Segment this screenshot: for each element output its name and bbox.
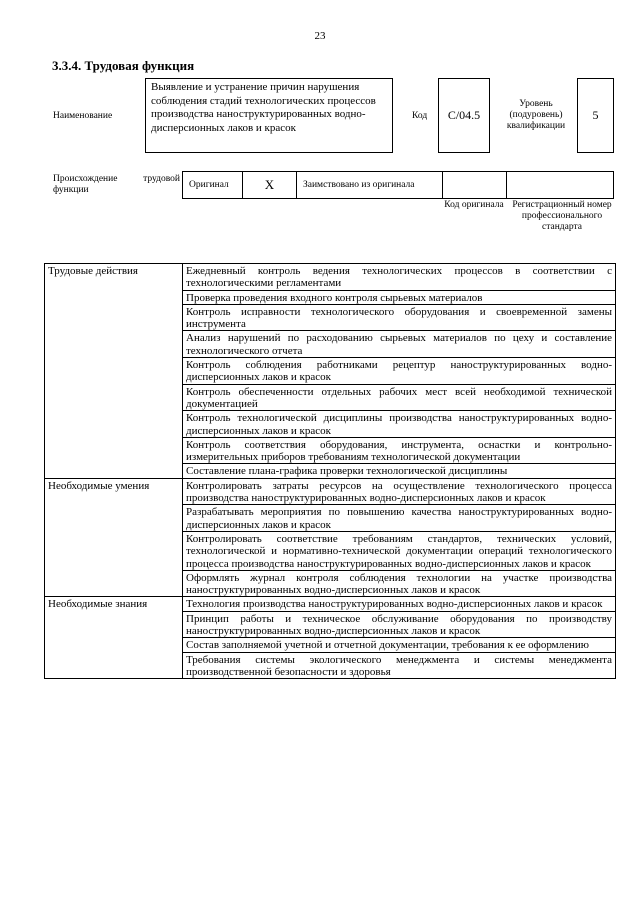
original-mark: X [264, 177, 275, 192]
table-item: Принцип работы и техническое обслуживание оборудования по производству наноструктурированных водно-дисперсионных лаков и красок [183, 611, 616, 638]
table-row [45, 264, 616, 291]
registration-number-caption: Регистрационный номер профессионального стандарта [512, 200, 612, 232]
table-item: Контролировать соответствие требованиям стандартов, технических условий, технологической и нормативно-технической документации операций технологического процесса производства наноструктурированных водно-дисперсионных лаков и красок [183, 531, 616, 570]
original-code-cell [442, 172, 506, 198]
code-label: Код [412, 111, 428, 121]
borrowed-cell [296, 172, 442, 198]
table-item: Требования системы экологического менеджмента и системы менеджмента производственной безопасности и здоровья [183, 652, 616, 679]
table-item: Контроль соответствия оборудования, инструмента, оснастки и контрольно-измерительных приборов требованиям технологической документации [183, 437, 616, 464]
qualification-level-label: Уровень (подуровень) квалификации [506, 99, 566, 131]
table-item: Оформлять журнал контроля соблюдения технологии на участке производства наноструктурированных водно-дисперсионных лаков и красок [183, 570, 616, 597]
table-item: Контроль технологической дисциплины производства наноструктурированных водно-дисперсионных лаков и красок [183, 411, 616, 438]
table-row [45, 478, 616, 505]
table-item: Контроль исправности технологического оборудования и своевременной замены инструмента [183, 304, 616, 331]
table-item: Разрабатывать мероприятия по повышению качества наноструктурированных водно-дисперсионных лаков и красок [183, 505, 616, 532]
function-details-table [44, 263, 616, 679]
table-row [45, 597, 616, 611]
table-item: Контроль обеспеченности отдельных рабочих мест всей необходимой технической документацией [183, 384, 616, 411]
original-code-caption: Код оригинала [444, 200, 504, 210]
table-item: Составление плана-графика проверки технологической дисциплины [183, 464, 616, 478]
origin-row [182, 171, 614, 199]
table-item: Технология производства наноструктурированных водно-дисперсионных лаков и красок [183, 597, 616, 611]
function-code-box: C/04.5 [438, 78, 490, 153]
category-label: Трудовые действия [45, 264, 183, 479]
section-title: 3.3.4. Трудовая функция [52, 58, 195, 73]
table-item: Анализ нарушений по расходованию сырьевых материалов по цеху и составление технологического отчета [183, 331, 616, 358]
category-label: Необходимые умения [45, 478, 183, 597]
table-item: Проверка проведения входного контроля сырьевых материалов [183, 290, 616, 304]
page-number: 23 [314, 30, 326, 42]
category-label: Необходимые знания [45, 597, 183, 679]
qualification-level-box: 5 [577, 78, 614, 153]
registration-number-cell [506, 172, 614, 198]
table-item: Контролировать затраты ресурсов на осуществление технологического процесса производства наноструктурированных водно-дисперсионных лаков и красок [183, 478, 616, 505]
table-item: Состав заполняемой учетной и отчетной документации, требования к ее оформлению [183, 638, 616, 652]
table-item: Ежедневный контроль ведения технологических процессов в соответствии с технологическими регламентами [183, 264, 616, 291]
original-cell [182, 172, 242, 198]
name-label: Наименование [53, 111, 113, 121]
origin-label: Происхождение трудовой функции [53, 174, 180, 195]
borrowed-label: Заимствовано из оригинала [303, 180, 415, 190]
original-label: Оригинал [189, 180, 229, 190]
original-mark-cell [242, 172, 296, 198]
table-item: Контроль соблюдения работниками рецептур наноструктурированных водно-дисперсионных лаков и красок [183, 358, 616, 385]
function-name-box: Выявление и устранение причин нарушения соблюдения стадий технологических процессов производства наноструктурированных водно-дисперсионных лаков и красок [145, 78, 393, 153]
